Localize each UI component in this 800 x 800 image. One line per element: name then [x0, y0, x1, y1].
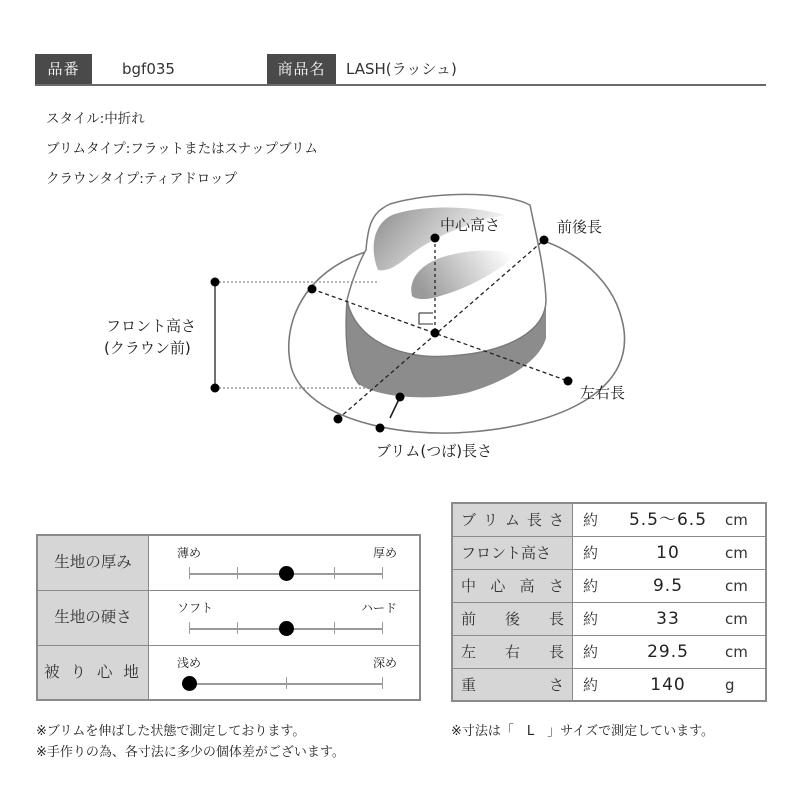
scale-tick [286, 677, 287, 689]
label-brim-length: ブリム(つば)長さ [376, 442, 493, 460]
scale-min-label: ソフト [177, 601, 214, 615]
measure-value: 10 [656, 543, 680, 563]
fabric-row-label: 生地の硬さ [38, 591, 149, 645]
scale-max-label: 厚め [372, 546, 397, 560]
fabric-row-label: 生地の厚み [38, 536, 149, 590]
measure-row-brim-length [453, 504, 765, 537]
scale-tick [334, 622, 335, 634]
scale-tick [237, 567, 238, 579]
product-code-label: 品番 [35, 54, 92, 84]
scale-indicator-dot [182, 676, 197, 691]
scale-min-label: 浅め [177, 656, 202, 670]
measure-row-front-back-length [453, 603, 765, 636]
label-front-height-note: (クラウン前) [104, 339, 191, 357]
measure-row-center-height [453, 570, 765, 603]
spec-crown-type: クラウンタイプ:ティアドロップ [46, 171, 237, 187]
fabric-properties-table [36, 534, 421, 701]
measure-unit: cm [725, 610, 748, 628]
approx-label: 約 [583, 544, 599, 562]
measure-unit: cm [725, 643, 748, 661]
measure-unit: cm [725, 511, 748, 529]
measure-value: 29.5 [647, 642, 689, 662]
scale-max-label: 深め [372, 656, 397, 670]
scale-tick [237, 622, 238, 634]
measure-value: 33 [656, 609, 680, 629]
product-code-value: bgf035 [122, 60, 175, 78]
scale-tick [382, 567, 383, 579]
measure-unit: cm [725, 577, 748, 595]
scale-indicator-dot [279, 566, 294, 581]
product-name-label: 商品名 [267, 54, 336, 84]
measure-row-label: ブ リ ム 長 さ [453, 504, 573, 536]
fabric-row-fit-depth [38, 646, 419, 699]
measure-row-left-right-length [453, 636, 765, 669]
measurements-table [451, 502, 767, 702]
spec-brim-type: ブリムタイプ:フラットまたはスナップブリム [46, 141, 318, 157]
label-left-right-length: 左右長 [580, 384, 626, 402]
approx-label: 約 [583, 676, 599, 694]
scale-tick [382, 677, 383, 689]
measure-row-label: フロント高さ [453, 537, 573, 569]
measure-value: 140 [650, 675, 686, 695]
measure-row-label: 前 後 長 [453, 603, 573, 635]
approx-label: 約 [583, 511, 599, 529]
note-measured-size: ※寸法は「 L 」サイズで測定しています。 [451, 724, 715, 739]
measure-value: 9.5 [652, 576, 684, 596]
measure-row-label: 中 心 高 さ [453, 570, 573, 602]
approx-label: 約 [583, 610, 599, 628]
scale-tick [334, 567, 335, 579]
approx-label: 約 [583, 577, 599, 595]
measure-unit: cm [725, 544, 748, 562]
measure-row-weight [453, 669, 765, 700]
label-front-back-length: 前後長 [557, 218, 603, 236]
measure-unit: g [725, 676, 735, 694]
scale-min-label: 薄め [177, 546, 202, 560]
label-center-height: 中心高さ [440, 216, 501, 234]
measure-value: 5.5〜6.5 [628, 510, 708, 530]
approx-label: 約 [583, 643, 599, 661]
measure-row-front-height [453, 537, 765, 570]
spec-style: スタイル:中折れ [46, 111, 145, 127]
note-handmade-variance: ※手作りの為、各寸法に多少の個体差がございます。 [36, 745, 345, 760]
scale-tick [382, 622, 383, 634]
fabric-row-thickness [38, 536, 419, 591]
fabric-row-stiffness [38, 591, 419, 646]
product-name-value: LASH(ラッシュ) [346, 60, 457, 78]
note-brim-measurement: ※ブリムを伸ばした状態で測定しております。 [36, 724, 306, 739]
scale-indicator-dot [279, 621, 294, 636]
scale-tick [189, 622, 190, 634]
fabric-row-label: 被 り 心 地 [38, 646, 149, 699]
measure-row-label: 左 右 長 [453, 636, 573, 668]
scale-max-label: ハード [360, 601, 397, 615]
measure-row-label: 重 さ [453, 669, 573, 700]
label-front-height: フロント高さ [106, 317, 197, 335]
scale-tick [189, 567, 190, 579]
